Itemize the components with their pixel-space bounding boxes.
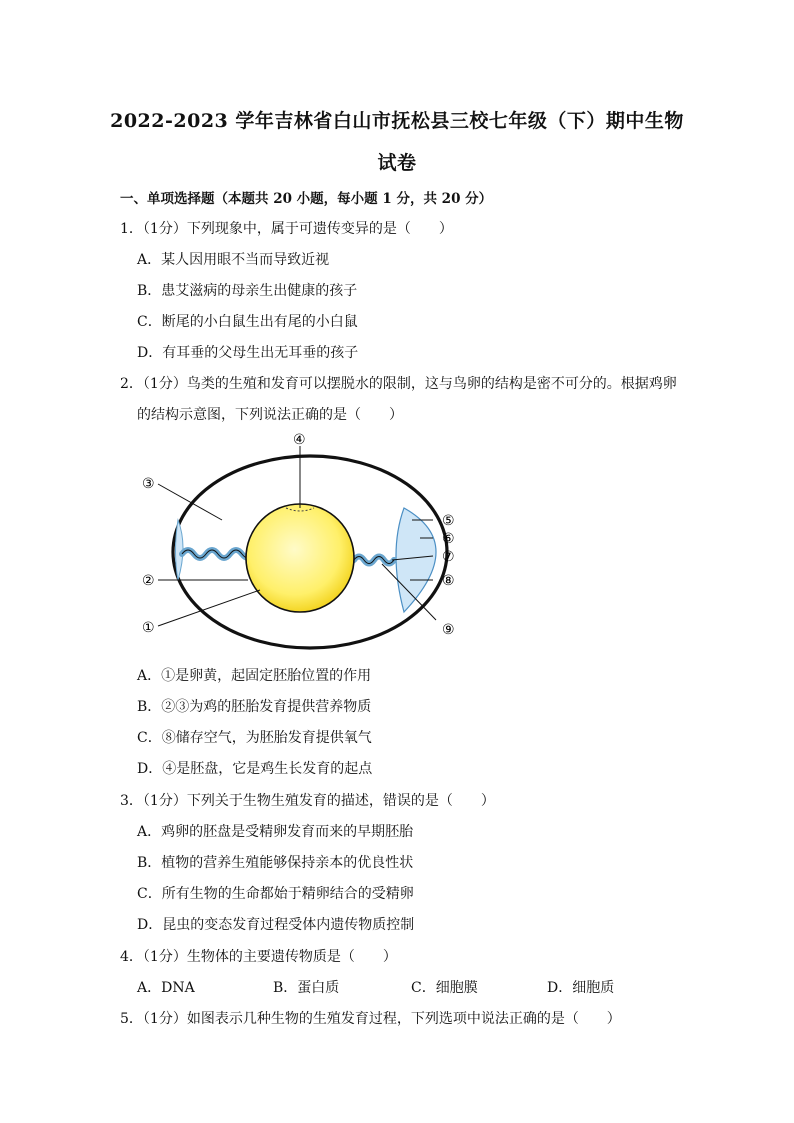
- question-2-stem-line2: 的结构示意图，下列说法正确的是（ ）: [137, 407, 403, 423]
- question-3-option-c: C．所有生物的生命都始于精卵结合的受精卵: [137, 886, 414, 902]
- question-1-option-d: D．有耳垂的父母生出无耳垂的孩子: [137, 345, 359, 361]
- question-5-stem: 5．（1分）如图表示几种生物的生殖发育过程，下列选项中说法正确的是（ ）: [120, 1011, 621, 1027]
- label-9: ⑨: [442, 622, 455, 638]
- paper-title-line2: 试卷: [377, 152, 417, 174]
- paper-title-line1: 2022-2023 学年吉林省白山市抚松县三校七年级（下）期中生物: [110, 110, 684, 132]
- question-1-option-a: A．某人因用眼不当而导致近视: [137, 252, 330, 268]
- question-1-option-c: C．断尾的小白鼠生出有尾的小白鼠: [137, 314, 358, 330]
- question-2-stem-line1: 2．（1分）鸟类的生殖和发育可以摆脱水的限制，这与鸟卵的结构是密不可分的。根据鸡卵: [120, 376, 677, 392]
- question-3-option-b: B．植物的营养生殖能够保持亲本的优良性状: [137, 855, 414, 871]
- question-4-stem: 4．（1分）生物体的主要遗传物质是（ ）: [120, 949, 397, 965]
- question-2-option-a: A．①是卵黄，起固定胚胎位置的作用: [137, 668, 372, 684]
- question-4-option-c: C．细胞膜: [411, 980, 478, 996]
- question-3-option-a: A．鸡卵的胚盘是受精卵发育而来的早期胚胎: [137, 824, 414, 840]
- label-2: ②: [142, 573, 155, 589]
- section-heading: 一、单项选择题（本题共 20 小题，每小题 1 分，共 20 分）: [120, 191, 493, 207]
- label-8: ⑧: [442, 573, 455, 589]
- question-4-option-b: B．蛋白质: [273, 980, 340, 996]
- label-1: ①: [142, 620, 155, 636]
- egg-structure-diagram: [136, 428, 466, 652]
- question-1-option-b: B．患艾滋病的母亲生出健康的孩子: [137, 283, 358, 299]
- question-2-option-d: D．④是胚盘，它是鸡生长发育的起点: [137, 761, 373, 777]
- label-6: ⑥: [442, 531, 455, 547]
- question-2-option-c: C．⑧储存空气，为胚胎发育提供氧气: [137, 730, 372, 746]
- question-3-stem: 3．（1分）下列关于生物生殖发育的描述，错误的是（ ）: [120, 793, 495, 809]
- label-7: ⑦: [442, 549, 455, 565]
- question-4-option-a: A．DNA: [137, 980, 195, 996]
- egg-yolk: [246, 504, 354, 612]
- question-3-option-d: D．昆虫的变态发育过程受体内遗传物质控制: [137, 917, 415, 933]
- question-1-stem: 1．（1分）下列现象中，属于可遗传变异的是（ ）: [120, 221, 453, 237]
- label-4: ④: [293, 432, 306, 448]
- label-5: ⑤: [442, 513, 455, 529]
- question-2-option-b: B．②③为鸡的胚胎发育提供营养物质: [137, 699, 372, 715]
- label-3: ③: [142, 476, 155, 492]
- question-4-option-d: D．细胞质: [547, 980, 615, 996]
